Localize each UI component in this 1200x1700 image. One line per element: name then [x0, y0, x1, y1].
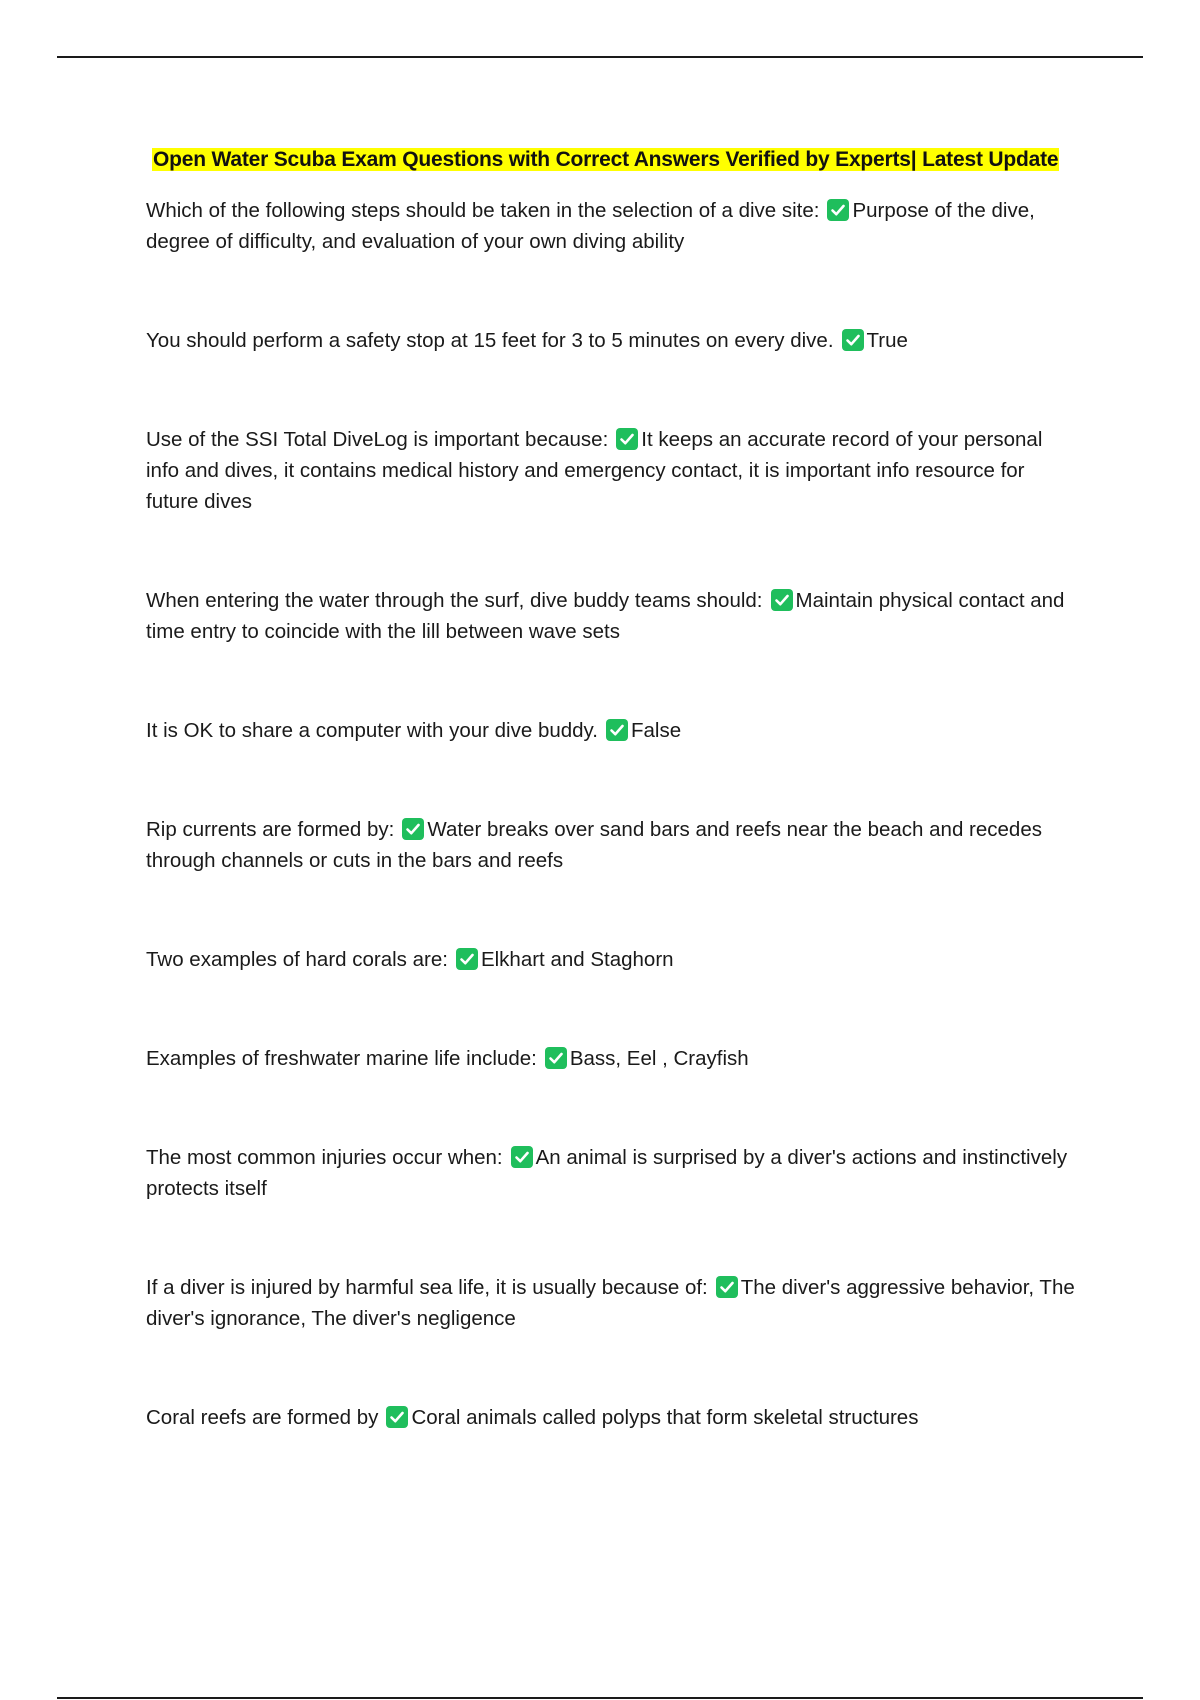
answer-text: Water breaks over sand bars and reefs near the beach and recedes through channels or cuts in the bars and reefs [146, 818, 1042, 872]
check-icon [386, 1406, 408, 1428]
answer-text: Bass, Eel , Crayfish [569, 1047, 749, 1070]
qa-item [146, 715, 1081, 746]
answer-text: The diver's aggressive behavior, The diver's ignorance, The diver's negligence [146, 1276, 1075, 1330]
qa-item [146, 1142, 1081, 1204]
answer-text: An animal is surprised by a diver's actions and instinctively protects itself [146, 1146, 1068, 1200]
qa-item [146, 814, 1081, 876]
top-rule [57, 56, 1143, 58]
check-icon [511, 1146, 533, 1168]
question-text: Which of the following steps should be taken in the selection of a dive site: [146, 199, 820, 222]
document-title-wrap [152, 145, 1082, 175]
answer-text: Coral animals called polyps that form skeletal structures [411, 1406, 919, 1429]
answer-text: Purpose of the dive, degree of difficulty, and evaluation of your own diving ability [146, 199, 1035, 253]
qa-item [146, 585, 1081, 647]
answer-text: False [630, 719, 682, 742]
answer-text: True [866, 329, 908, 352]
check-icon [827, 199, 849, 221]
question-text: When entering the water through the surf, dive buddy teams should: [146, 589, 763, 612]
document-title: Open Water Scuba Exam Questions with Correct Answers Verified by Experts| Latest Update [153, 148, 1059, 171]
check-icon [456, 948, 478, 970]
answer-text: It keeps an accurate record of your personal info and dives, it contains medical history and emergency contact, it is important info resource for future dives [146, 428, 1043, 513]
question-list [146, 195, 1081, 1433]
check-icon [616, 428, 638, 450]
qa-item [146, 1043, 1081, 1074]
bottom-rule [57, 1697, 1143, 1699]
question-text: Coral reefs are formed by [146, 1406, 379, 1429]
answer-text: Elkhart and Staghorn [480, 948, 674, 971]
check-icon [771, 589, 793, 611]
check-icon [402, 818, 424, 840]
check-icon [716, 1276, 738, 1298]
question-text: If a diver is injured by harmful sea life, it is usually because of: [146, 1276, 708, 1299]
question-text: You should perform a safety stop at 15 feet for 3 to 5 minutes on every dive. [146, 329, 834, 352]
question-text: It is OK to share a computer with your dive buddy. [146, 719, 598, 742]
question-text: Rip currents are formed by: [146, 818, 395, 841]
check-icon [545, 1047, 567, 1069]
qa-item [146, 325, 1081, 356]
question-text: Use of the SSI Total DiveLog is important because: [146, 428, 609, 451]
qa-item [146, 1402, 1081, 1433]
check-icon [842, 329, 864, 351]
check-icon [606, 719, 628, 741]
question-text: The most common injuries occur when: [146, 1146, 503, 1169]
question-text: Examples of freshwater marine life include: [146, 1047, 537, 1070]
qa-item [146, 1272, 1081, 1334]
answer-text: Maintain physical contact and time entry to coincide with the lill between wave sets [146, 589, 1065, 643]
qa-item [146, 424, 1081, 517]
qa-item [146, 944, 1081, 975]
question-text: Two examples of hard corals are: [146, 948, 448, 971]
qa-item [146, 195, 1081, 257]
